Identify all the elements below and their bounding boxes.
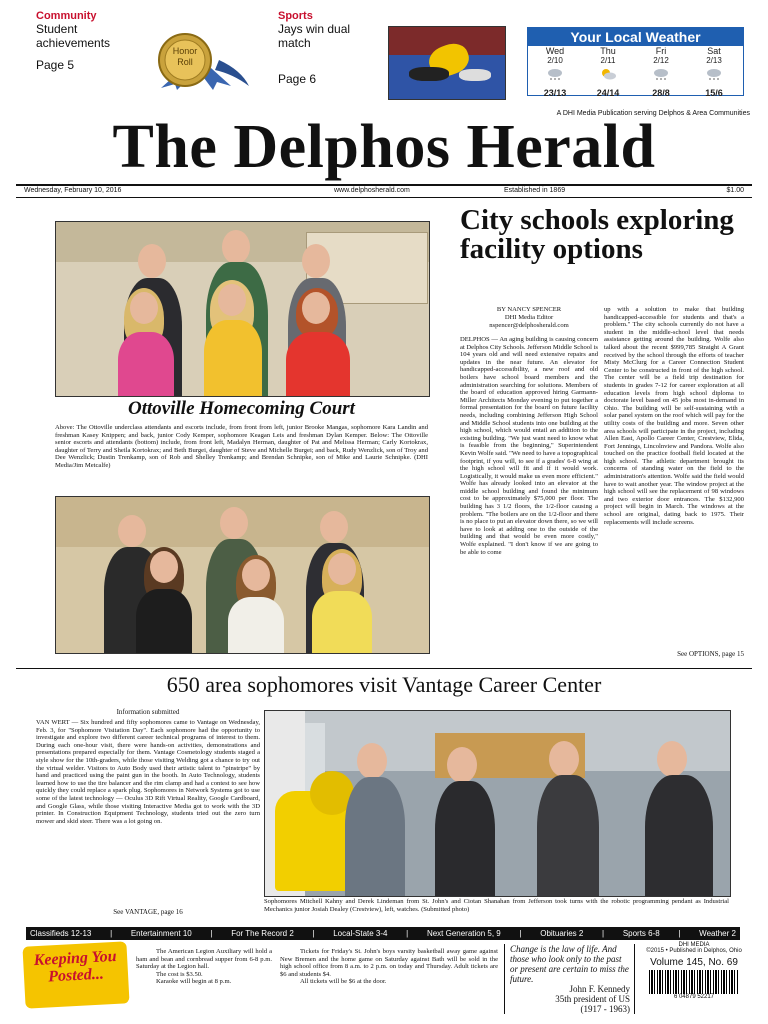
kennedy-quote <box>510 944 630 1014</box>
story1-byline-block <box>460 306 598 330</box>
byline-role: DHI Media Editor <box>504 314 554 321</box>
index-item[interactable]: Sports 6-8 <box>622 929 660 938</box>
posted-text: Karaoke will begin at 8 p.m. <box>156 978 232 986</box>
homecoming-photo-top <box>55 221 430 397</box>
teaser-page: Page 5 <box>36 58 75 72</box>
pub-info <box>640 942 748 1000</box>
masthead-dateline <box>24 187 744 197</box>
vantage-caption: Sophomores Mitchell Kahny and Derek Lindeman from St. John's and Ciotan Shanahan from Jefferson took turns with the robotic programming pendant as Industrial Mechanics junior Josiah Dealey (Crestview), left, watches. (Submitted photo) <box>264 898 729 913</box>
posted-text: Tickets for Friday's St. John's boys varsity basketball away game against New Bremen and the home game on Saturday against Bath will be sold in the high school office from 8 a.m. to 2 p.m. on today and Thursday. Adult tickets are $6 and students $4. <box>280 948 498 978</box>
byline-email[interactable]: nspencer@delphosherald.com <box>489 322 569 329</box>
teaser-headline: Student achievements <box>36 22 111 50</box>
posted-tickets <box>280 948 498 986</box>
homecoming-caption: Above: The Ottoville underclass attendants and escorts include, from front from left, junior Brooke Mangas, sophomore Kara Landin and freshman Kasey Knippen; and back, junior Cody Kemper, sophomore Keagan Leis and freshman Dylan Kemper. Below: The Ottoville senior escorts and attendants (bottom) include, from front left, Madalyn Herman, daughter of Pat and Melissa Herman; Carly Kortokrax, daughter of Terry and Sheila Kortokrax; and Beth Burgei, daughter of Steve and Michelle Burgei; and back, Rudy Wenzlick, son of Troy and Dee Wenzlick; Dustin Trenkamp, son of Rob and Shelley Trenkamp; and Brendan Schnipke, son of Mike and Laurie Schnipke. (DHI Media/Jim Metcalfe) <box>55 424 428 469</box>
teaser-sports[interactable] <box>278 10 378 86</box>
barcode-number: 6 04879 52217 <box>673 994 715 1000</box>
sun-cloud-icon <box>599 67 617 81</box>
posted-legion <box>136 948 272 986</box>
quote-text: Change is the law of life. And those who look only to the past or present are certain to miss the future. <box>510 944 629 984</box>
story2-headline[interactable]: 650 area sophomores visit Vantage Career Center <box>166 672 602 697</box>
quote-title: 35th president of US <box>555 994 630 1004</box>
index-item[interactable]: Next Generation 5, 9 <box>426 929 501 938</box>
homecoming-photo-bottom <box>55 496 430 654</box>
posted-text: The cost is $3.50. <box>156 970 203 978</box>
keeping-posted-logo <box>22 941 129 1008</box>
pub-volume: Volume 145, No. 69 <box>650 957 738 968</box>
index-item[interactable]: Local-State 3-4 <box>333 929 388 938</box>
story1-col1: DELPHOS — An aging building is causing concern at Delphos City Schools. Jefferson Middle School is 104 years old and will need extensive repairs and updates in the near future. An elevator for handicapped-accessibility, a new roof and old boilers have school board members and the administration searching for solutions. Members of the board of education approved hiring Garmann-Miller Architects Monday evening to put together a formal presentation for the board on future facility needs, including combining Jefferson High School and Middle School students into one building at the high school, which would entail an addition to the existing building. "We just want need to know what is feasible from the beginning," Superintendent Kevin Wolfe said. "We need to have a topographical footprint, if you will, to see if a grades' 6-8 wing at the high school will fit and if it would work. Logistically, it would make us even more efficient." Wolfe has already looked into an elevator at the middle school building and found the minimum cost to be approximately $75,000 per floor. The building has 3 1/2 floors, the 1/2-floor causing a problem. "The boilers are on the 1/2-floor and there is no place to put an elevator down there, so we will have to look at adding one to the outside of the building and that would be even more costly," Wolfe explained. "I don't know if we are going to be able to come <box>460 336 598 556</box>
pub-copyright: ©2015 • Published in Delphos, Ohio <box>646 948 742 954</box>
story1-jump[interactable]: See OPTIONS, page 15 <box>677 650 744 658</box>
byline: BY NANCY SPENCER <box>496 306 562 313</box>
wrestling-photo <box>388 26 506 100</box>
weather-day: Sat 2/13 15/6 <box>705 46 723 98</box>
website-link[interactable]: www.delphosherald.com <box>334 187 410 194</box>
weather-day: Wed 2/10 23/13 <box>543 46 567 98</box>
index-item[interactable]: Obituaries 2 <box>540 929 584 938</box>
weather-day: Fri 2/12 28/8 <box>652 46 670 98</box>
snow-icon <box>705 67 723 81</box>
snow-icon <box>652 67 670 81</box>
story2-byline: Information submitted <box>116 708 180 716</box>
vantage-photo <box>264 710 731 897</box>
masthead-title: The Delphos Herald <box>112 113 656 181</box>
teaser-community[interactable] <box>36 10 141 72</box>
snow-icon <box>546 67 564 81</box>
issue-date: Wednesday, February 10, 2016 <box>24 187 122 194</box>
index-item[interactable]: Weather 2 <box>699 929 736 938</box>
homecoming-title: Ottoville Homecoming Court <box>128 398 355 419</box>
badge-text: Honor Roll <box>172 46 198 67</box>
teaser-section: Community <box>36 10 97 22</box>
index-bar: Classifieds 12-13 | Entertainment 10 | For The Record 2 | Local-State 3-4 | Next Generation 5, 9 | Obituaries 2 | Sports 6-8 | Weather 2 <box>26 927 740 940</box>
teaser-page: Page 6 <box>278 72 317 86</box>
established: Established in 1869 <box>504 187 566 194</box>
logo-text: Keeping You Posted... <box>33 947 117 986</box>
story1-col2: up with a solution to make that building handicapped-accessible for students and that's a problem." The city schools currently do not have a student in the middle-school level that needs assistance getting around the building. Wolfe also talked about the recent $999,785 Straight A Grant received by the school through the efforts of teacher Misty McClurg for a Career Connection Student Center to be constructed in front of the high school. The center will be a field trip destination for students in grades 7-12 for career exploration at all education levels from high school diploma to doctorate level based on 45 jobs most in-demand in Ohio. The building will be self-sustaining with a solar panel system on the roof which will pay for the utility costs of the building and more. Seven other area schools will participate in the project, including Allen East, Apollo Career Center, Crestview, Elida, Fort Jennings, Lincolnview and Pandora. Wolfe also touched on the practice football field located at the high school. The athletic department brought its concerns of standing water on the field to the administration's attention. Wolfe said the field would have to wait another year. The window project at the high school will see the replacement of 98 windows and two exterior door entrances. The $132,900 project will begin in March. The windows at the school are original, dating back to 1975. Their replacements will include screens. <box>604 306 744 526</box>
price: $1.00 <box>726 187 744 194</box>
quote-years: (1917 - 1963) <box>580 1004 630 1014</box>
posted-text: The American Legion Auxiliary will hold a ham and bean and cornbread supper from 6-8 p.m. Saturday at the Legion hall. <box>136 948 272 971</box>
story1-headline[interactable]: City schools exploring facility options <box>460 204 734 265</box>
posted-text: All tickets will be $6 at the door. <box>300 978 387 986</box>
quote-author: John F. Kennedy <box>569 984 630 994</box>
barcode <box>649 970 739 994</box>
masthead-tagline: A DHI Media Publication serving Delphos & Area Communities <box>556 110 750 117</box>
weather-box <box>527 27 744 96</box>
weather-title: Your Local Weather <box>528 28 743 46</box>
story2-body: VAN WERT — Six hundred and fifty sophomores came to Vantage on Wednesday, Feb. 3, for "Sophomore Visitation Day". Each sophomore had the opportunity to investigate and explore two different career technical programs of interest to them. During each one-hour visit, there were hands-on activities, demonstrations and presentations prepared especially for them. Vantage Cosmetology students staged a style show for the 10th-graders, while those visiting Welding got a chance to try out the virtual welder. Visitors to Auto Body used their artistic talent to "pinstripe" by hand and practiced using the paint gun in the booth. In Auto Technology, students learned how to use the tire balancer and the rim clamp and had a contest to see how quickly they could replace a spark plug. Sophomores in Network Systems got to use some of the latest technology — Oculus 3D Rift Virtual Reality, Google Cardboard, and Google Glass, while those visiting Interactive Media got to work with the 3D printer. In Construction Equipment Technology, students tried out the zero turn mower and skid steer. There was a lot going on. <box>36 719 260 825</box>
teaser-section: Sports <box>278 10 313 22</box>
index-item[interactable]: Classifieds 12-13 <box>30 929 92 938</box>
honor-roll-badge <box>141 30 251 90</box>
story2-jump[interactable]: See VANTAGE, page 16 <box>113 908 183 916</box>
weather-day: Thu 2/11 24/14 <box>596 46 620 98</box>
index-item[interactable]: For The Record 2 <box>231 929 294 938</box>
index-item[interactable]: Entertainment 10 <box>130 929 192 938</box>
pub-company: DHI MEDIA <box>678 942 710 948</box>
teaser-headline: Jays win dual match <box>278 22 351 50</box>
